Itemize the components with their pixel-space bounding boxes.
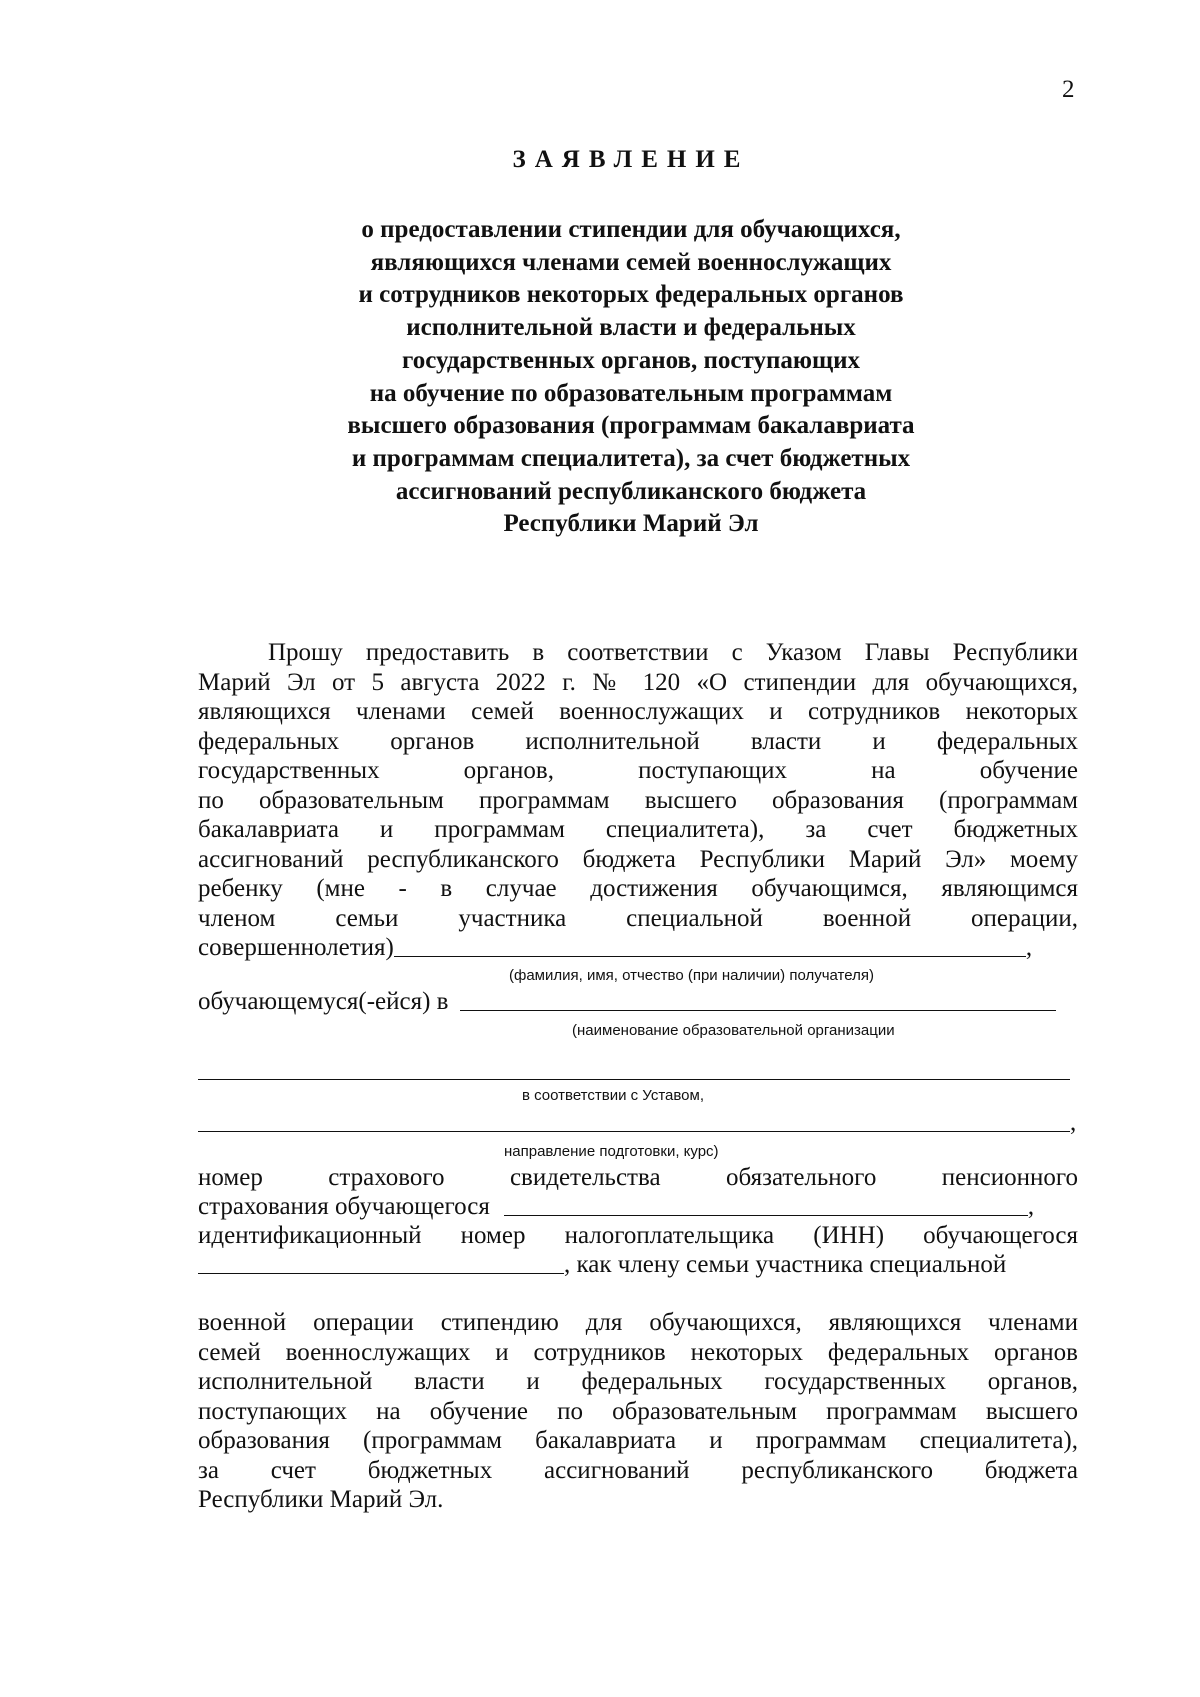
recipient-name-field[interactable] [394, 955, 1026, 957]
subtitle-line: государственных органов, поступающих [401, 346, 861, 374]
paragraph-line: бакалавриата и программам специалитета), за счет бюджетных [198, 816, 1078, 843]
subtitle-line: и программам специалитета), за счет бюджетных [351, 444, 911, 472]
organization-hint: (наименование образовательной организации [572, 1022, 895, 1039]
inn-row [198, 1250, 1078, 1280]
subtitle-line: о предоставлении стипендии для обучающихся, [361, 216, 901, 243]
paragraph-line: образования (программам бакалавриата и программам специалитета), [198, 1427, 1078, 1454]
subtitle-line: Республики Марий Эл [503, 510, 759, 538]
direction-row [198, 1108, 1078, 1138]
charter-hint: в соответствии с Уставом, [522, 1087, 704, 1104]
paragraph-final-line: Республики Марий Эл. [198, 1486, 444, 1513]
document-subtitle [0, 214, 1200, 541]
snils-prefix: страхования обучающегося [198, 1193, 490, 1220]
comma: , [1027, 1193, 1035, 1220]
snils-line: номер страхового свидетельства обязательного пенсионного [198, 1164, 1078, 1191]
document-title: ЗАЯВЛЕНИЕ [512, 146, 750, 173]
subtitle-line: исполнительной власти и федеральных [406, 314, 856, 342]
paragraph-line: Марий Эл от 5 августа 2022 г. № 120 «О стипендии для обучающихся, [198, 668, 1078, 696]
paragraph-line: поступающих на обучение по образовательным программам высшего [198, 1397, 1078, 1425]
direction-course-field[interactable] [198, 1130, 1070, 1132]
subtitle-line: ассигнований республиканского бюджета [395, 477, 867, 505]
inn-field[interactable] [198, 1272, 564, 1274]
paragraph-line: военной операции стипендию для обучающихся, являющихся членами [198, 1309, 1078, 1336]
snils-block [198, 1163, 1078, 1193]
paragraph-line: государственных органов, поступающих на обучение [198, 757, 1078, 784]
organization-row [198, 987, 1078, 1017]
recipient-name-row [198, 933, 1078, 963]
paragraph-line: исполнительной власти и федеральных государственных органов, [198, 1368, 1078, 1395]
comma: , [1070, 1109, 1077, 1136]
subtitle-line: и сотрудников некоторых федеральных органов [358, 281, 904, 309]
paragraph-line: ребенку (мне - в случае достижения обучающимся, являющимся [198, 875, 1078, 902]
paragraph-line: за счет бюджетных ассигнований республиканского бюджета [198, 1456, 1078, 1484]
student-prefix: обучающемуся(-ейся) в [198, 988, 449, 1015]
paragraph-line: федеральных органов исполнительной власти и федеральных [198, 727, 1078, 755]
direction-hint: направление подготовки, курс) [504, 1143, 719, 1160]
snils-field[interactable] [504, 1214, 1028, 1216]
snils-row [198, 1192, 1078, 1222]
paragraph-line: являющихся членами семей военнослужащих и сотрудников некоторых [198, 698, 1078, 725]
inn-suffix: , как члену семьи участника специальной [564, 1251, 1007, 1278]
paragraph-line: Прошу предоставить в соответствии с Указом Главы Республики [268, 639, 1078, 666]
comma: , [1025, 934, 1033, 961]
inn-block [198, 1221, 1078, 1251]
scholarship-paragraph [198, 1308, 1078, 1515]
request-paragraph [198, 638, 1078, 933]
page-number: 2 [1062, 76, 1075, 103]
majority-prefix: совершеннолетия) [198, 934, 394, 961]
paragraph-line: по образовательным программам высшего образования (программам [198, 786, 1078, 814]
paragraph-line: семей военнослужащих и сотрудников некоторых федеральных органов [198, 1338, 1078, 1366]
inn-line: идентификационный номер налогоплательщика (ИНН) обучающегося [198, 1222, 1078, 1249]
subtitle-line: являющихся членами семей военнослужащих [370, 248, 892, 276]
subtitle-line: высшего образования (программам бакалавриата [347, 412, 915, 440]
paragraph-line: ассигнований республиканского бюджета Республики Марий Эл» моему [198, 845, 1078, 873]
organization-field-line2[interactable] [198, 1079, 1070, 1080]
subtitle-line: на обучение по образовательным программам [369, 379, 893, 407]
paragraph-line: членом семьи участника специальной военной операции, [198, 904, 1078, 932]
recipient-name-hint: (фамилия, имя, отчество (при наличии) получателя) [509, 967, 874, 984]
organization-field[interactable] [460, 1009, 1056, 1011]
